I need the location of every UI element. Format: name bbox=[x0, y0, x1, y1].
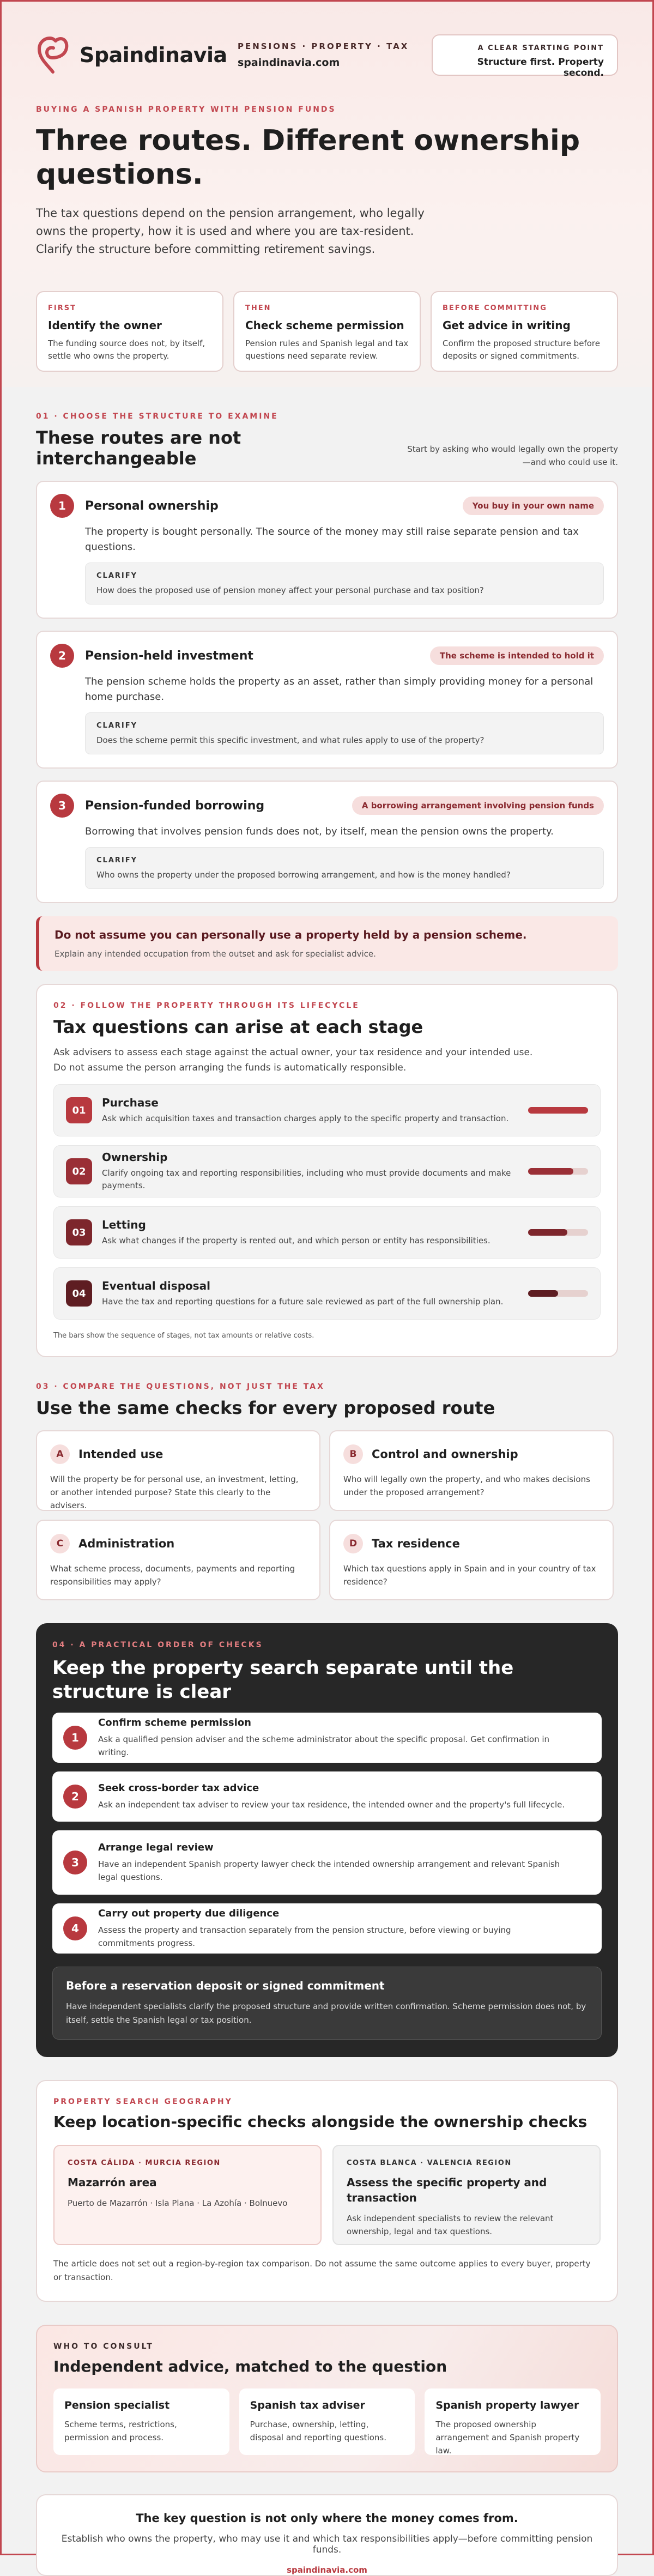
step-label: THEN bbox=[245, 304, 271, 312]
step-title: Identify the owner bbox=[48, 319, 162, 332]
route-card-pension-held bbox=[36, 631, 618, 769]
step-text: Confirm the proposed structure before deposits or signed commitments. bbox=[443, 338, 600, 361]
stage-number: 03 bbox=[66, 1219, 92, 1245]
hero-steps bbox=[36, 291, 618, 372]
step-title: Get advice in writing bbox=[443, 319, 571, 332]
warning-text: Explain any intended occupation from the outset and ask for specialist advice. bbox=[55, 949, 376, 959]
stage-progress-bar bbox=[528, 1290, 588, 1297]
order-step bbox=[52, 1771, 602, 1822]
check-text: Which tax questions apply in Spain and in your country of tax residence? bbox=[343, 1564, 596, 1587]
stage-row bbox=[53, 1267, 601, 1320]
consult-eyebrow: WHO TO CONSULT bbox=[53, 2342, 154, 2351]
check-title: Control and ownership bbox=[372, 1448, 518, 1461]
stage-title: Letting bbox=[102, 1218, 146, 1231]
order-step bbox=[52, 1903, 602, 1954]
check-letter: C bbox=[50, 1534, 70, 1553]
order-step-text: Ask a qualified pension adviser and the scheme administrator about the specific proposal. Get confirmation in writing. bbox=[98, 1734, 550, 1757]
stage-progress-fill bbox=[528, 1168, 573, 1175]
order-eyebrow: 04 · A PRACTICAL ORDER OF CHECKS bbox=[52, 1641, 263, 1649]
order-of-checks-panel bbox=[36, 1623, 618, 2057]
order-step bbox=[52, 1830, 602, 1895]
check-text: Who will legally own the property, and who makes decisions under the proposed arrangement? bbox=[343, 1474, 590, 1497]
clarify-label: CLARIFY bbox=[96, 722, 138, 730]
route-pill: You buy in your own name bbox=[463, 497, 604, 515]
order-step-text: Have an independent Spanish property lawyer check the intended ownership arrangement and relevant Spanish legal questions. bbox=[98, 1859, 560, 1882]
check-card bbox=[329, 1520, 614, 1600]
routes-side-note: Start by asking who would legally own the property—and who could use it. bbox=[407, 444, 618, 467]
check-letter: D bbox=[343, 1534, 363, 1553]
adviser-card bbox=[239, 2388, 415, 2455]
reservation-title: Before a reservation deposit or signed commitment bbox=[66, 1979, 385, 1992]
location-heart-icon bbox=[36, 36, 70, 74]
footer-text: Establish who owns the property, who may use it and which tax responsibilities apply—before committing pension funds. bbox=[61, 2533, 593, 2555]
badge-text: Structure first. Property second. bbox=[477, 57, 604, 78]
personal-use-warning bbox=[36, 916, 618, 971]
clarify-label: CLARIFY bbox=[96, 572, 138, 580]
stage-progress-bar bbox=[528, 1107, 588, 1114]
route-card-borrowing bbox=[36, 781, 618, 903]
geography-eyebrow: PROPERTY SEARCH GEOGRAPHY bbox=[53, 2097, 233, 2106]
geography-title: Keep location-specific checks alongside the ownership checks bbox=[53, 2113, 588, 2131]
hero-eyebrow: BUYING A SPANISH PROPERTY WITH PENSION FUNDS bbox=[36, 105, 336, 114]
routes-title: These routes are not interchangeable bbox=[36, 427, 241, 469]
clarify-box bbox=[85, 847, 604, 889]
order-step-title: Carry out property due diligence bbox=[98, 1907, 280, 1919]
checks-title: Use the same checks for every proposed route bbox=[36, 1398, 495, 1418]
stage-text: Ask what changes if the property is rented out, and which person or entity has responsibilities. bbox=[102, 1235, 491, 1245]
order-step-text: Assess the property and transaction separately from the pension structure, before viewing or buying commitments progress. bbox=[98, 1925, 511, 1948]
route-number: 3 bbox=[50, 794, 74, 818]
step-text: The funding source does not, by itself, settle who owns the property. bbox=[48, 338, 205, 361]
stage-progress-fill bbox=[528, 1107, 588, 1114]
lifecycle-card bbox=[36, 984, 618, 1357]
tagline-topics: PENSIONS · PROPERTY · TAX bbox=[238, 41, 409, 51]
step-label: BEFORE COMMITTING bbox=[443, 304, 547, 312]
route-title: Pension-funded borrowing bbox=[85, 799, 265, 813]
route-title: Pension-held investment bbox=[85, 649, 253, 663]
order-step-title: Seek cross-border tax advice bbox=[98, 1782, 259, 1794]
order-step-number: 2 bbox=[63, 1785, 87, 1809]
route-number: 2 bbox=[50, 644, 74, 668]
lifecycle-title: Tax questions can arise at each stage bbox=[53, 1017, 423, 1037]
order-title: Keep the property search separate until the structure is clear bbox=[52, 1657, 514, 1703]
stage-text: Have the tax and reporting questions for a future sale reviewed as part of the full ownership plan. bbox=[102, 1296, 504, 1307]
stage-number: 02 bbox=[66, 1158, 92, 1184]
brand-logo[interactable] bbox=[36, 36, 238, 74]
stage-title: Eventual disposal bbox=[102, 1279, 211, 1292]
lifecycle-note: The bars show the sequence of stages, not tax amounts or relative costs. bbox=[53, 1332, 314, 1340]
stage-number: 04 bbox=[66, 1280, 92, 1307]
consult-panel bbox=[36, 2325, 618, 2472]
lifecycle-lead: Ask advisers to assess each stage against the actual owner, your tax residence and your intended use. Do not assume the person arranging the funds is automatically responsible. bbox=[53, 1047, 533, 1073]
stage-title: Purchase bbox=[102, 1096, 159, 1109]
checks-eyebrow: 03 · COMPARE THE QUESTIONS, NOT JUST THE TAX bbox=[36, 1382, 325, 1391]
stage-text: Ask which acquisition taxes and transaction charges apply to the specific property and transaction. bbox=[102, 1113, 509, 1123]
route-pill: A borrowing arrangement involving pension funds bbox=[352, 796, 604, 815]
clarify-box bbox=[85, 563, 604, 604]
reservation-text: Have independent specialists clarify the proposed structure and provide written confirmation. Scheme permission does not, by itself, settle the Spanish legal or tax position. bbox=[66, 2001, 586, 2025]
footer-title: The key question is not only where the money comes from. bbox=[136, 2512, 518, 2525]
check-text: Will the property be for personal use, an investment, letting, or another intended purpose? State this clearly to the advisers. bbox=[50, 1474, 299, 1510]
step-card bbox=[36, 291, 223, 372]
adviser-text: The proposed ownership arrangement and Spanish property law. bbox=[435, 2420, 580, 2456]
region-text: Ask independent specialists to review the relevant ownership, legal and tax questions. bbox=[347, 2214, 554, 2236]
route-title: Personal ownership bbox=[85, 499, 219, 513]
order-step-number: 1 bbox=[63, 1726, 87, 1750]
stage-row bbox=[53, 1084, 601, 1136]
check-card bbox=[329, 1430, 614, 1511]
page-title: Three routes. Different ownership questions. bbox=[36, 124, 580, 191]
tagline-site[interactable]: spaindinavia.com bbox=[238, 57, 340, 69]
badge-eyebrow: A CLEAR STARTING POINT bbox=[477, 44, 604, 52]
starting-point-badge bbox=[432, 34, 618, 76]
stage-progress-fill bbox=[528, 1229, 567, 1236]
stage-title: Ownership bbox=[102, 1151, 168, 1164]
stage-progress-fill bbox=[528, 1290, 558, 1297]
warning-title: Do not assume you can personally use a property held by a pension scheme. bbox=[55, 928, 527, 941]
route-text: The property is bought personally. The source of the money may still raise separate pension and tax questions. bbox=[85, 526, 579, 553]
tagline bbox=[238, 41, 432, 69]
step-text: Pension rules and Spanish legal and tax questions need separate review. bbox=[245, 338, 409, 361]
region-places: Puerto de Mazarrón · Isla Plana · La Azohía · Bolnuevo bbox=[68, 2198, 288, 2208]
clarify-box bbox=[85, 712, 604, 754]
order-step-number: 4 bbox=[63, 1916, 87, 1940]
region-card-valencia bbox=[332, 2145, 601, 2245]
stage-progress-bar bbox=[528, 1229, 588, 1236]
clarify-label: CLARIFY bbox=[96, 856, 138, 864]
route-pill: The scheme is intended to hold it bbox=[430, 646, 604, 665]
region-card-murcia bbox=[53, 2145, 322, 2245]
brand-name: Spaindinavia bbox=[80, 43, 227, 67]
order-step-number: 3 bbox=[63, 1851, 87, 1874]
step-title: Check scheme permission bbox=[245, 319, 404, 332]
region-label: COSTA CÁLIDA · MURCIA REGION bbox=[68, 2159, 221, 2167]
lifecycle-eyebrow: 02 · FOLLOW THE PROPERTY THROUGH ITS LIFECYCLE bbox=[53, 1001, 360, 1010]
hero-lead: The tax questions depend on the pension arrangement, who legally owns the property, how it is used and where you are tax-resident. Clarify the structure before committing retirement savings. bbox=[36, 207, 425, 256]
order-step bbox=[52, 1713, 602, 1763]
clarify-question: Does the scheme permit this specific investment, and what rules apply to use of the property? bbox=[96, 735, 485, 745]
routes-eyebrow: 01 · CHOOSE THE STRUCTURE TO EXAMINE bbox=[36, 412, 278, 421]
check-card bbox=[36, 1520, 320, 1600]
check-letter: A bbox=[50, 1444, 70, 1464]
hero-section bbox=[2, 2, 652, 387]
adviser-title: Spanish property lawyer bbox=[435, 2399, 579, 2411]
clarify-question: Who owns the property under the proposed borrowing arrangement, and how is the money handled? bbox=[96, 870, 511, 880]
step-card bbox=[431, 291, 618, 372]
routes-header bbox=[36, 412, 618, 469]
check-title: Tax residence bbox=[372, 1537, 460, 1550]
adviser-title: Spanish tax adviser bbox=[250, 2399, 365, 2411]
region-label: COSTA BLANCA · VALENCIA REGION bbox=[347, 2159, 512, 2167]
stage-row bbox=[53, 1206, 601, 1259]
stage-row bbox=[53, 1145, 601, 1198]
route-card-personal bbox=[36, 481, 618, 619]
main-content bbox=[2, 412, 652, 2576]
checks-grid bbox=[36, 1430, 618, 1600]
clarify-question: How does the proposed use of pension money affect your personal purchase and tax position? bbox=[96, 585, 484, 595]
reservation-callout bbox=[52, 1967, 602, 2040]
adviser-title: Pension specialist bbox=[64, 2399, 170, 2411]
order-step-title: Arrange legal review bbox=[98, 1841, 214, 1853]
stage-text: Clarify ongoing tax and reporting responsibilities, including who must provide documents and make payments. bbox=[102, 1168, 511, 1190]
stage-progress-bar bbox=[528, 1168, 588, 1175]
footer bbox=[36, 2494, 618, 2576]
adviser-card bbox=[425, 2388, 601, 2455]
route-number: 1 bbox=[50, 494, 74, 518]
top-bar bbox=[36, 32, 618, 78]
adviser-text: Purchase, ownership, letting, disposal and reporting questions. bbox=[250, 2420, 386, 2442]
route-text: The pension scheme holds the property as an asset, rather than simply providing money for a personal home purchase. bbox=[85, 676, 594, 703]
geography-card bbox=[36, 2080, 618, 2302]
check-title: Administration bbox=[78, 1537, 175, 1550]
adviser-card bbox=[53, 2388, 229, 2455]
checks-header bbox=[36, 1382, 618, 1418]
check-letter: B bbox=[343, 1444, 363, 1464]
order-step-text: Ask an independent tax adviser to review your tax residence, the intended owner and the property's full lifecycle. bbox=[98, 1799, 565, 1810]
route-text: Borrowing that involves pension funds does not, by itself, mean the pension owns the property. bbox=[85, 826, 554, 837]
footer-site-link[interactable]: spaindinavia.com bbox=[287, 2565, 367, 2575]
adviser-text: Scheme terms, restrictions, permission and process. bbox=[64, 2420, 177, 2442]
step-card bbox=[233, 291, 421, 372]
check-card bbox=[36, 1430, 320, 1511]
check-title: Intended use bbox=[78, 1448, 164, 1461]
check-text: What scheme process, documents, payments and reporting responsibilities may apply? bbox=[50, 1564, 295, 1587]
step-label: FIRST bbox=[48, 304, 76, 312]
region-title: Mazarrón area bbox=[68, 2176, 157, 2189]
order-step-title: Confirm scheme permission bbox=[98, 1716, 251, 1728]
consult-title: Independent advice, matched to the question bbox=[53, 2357, 447, 2375]
geography-note: The article does not set out a region-by-region tax comparison. Do not assume the same outcome applies to every buyer, property or transaction. bbox=[53, 2259, 591, 2282]
stage-number: 01 bbox=[66, 1097, 92, 1123]
region-title: Assess the specific property and transaction bbox=[347, 2176, 547, 2204]
